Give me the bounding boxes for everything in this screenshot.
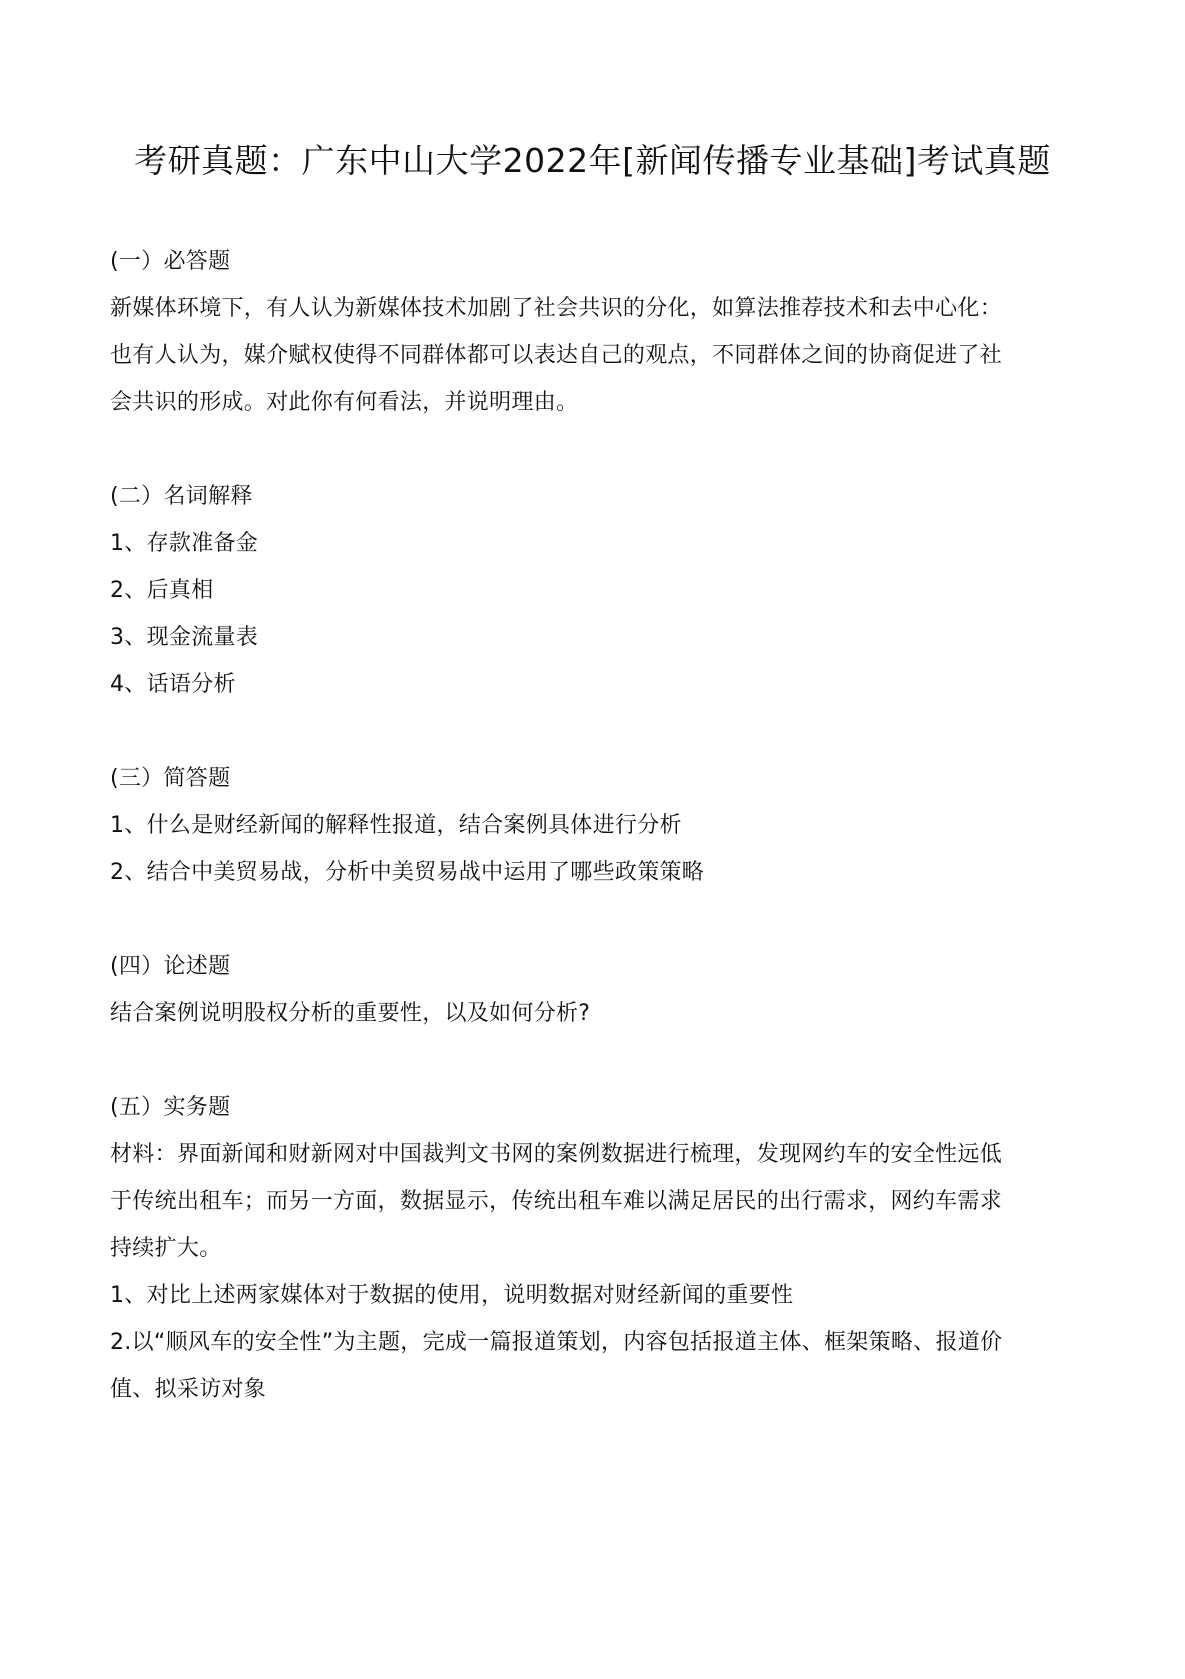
section1-line-1: 新媒体环境下，有人认为新媒体技术加剧了社会共识的分化，如算法推荐技术和去中心化： <box>110 296 1003 321</box>
section5-question-2-line-1: 2.以“顺风车的安全性”为主题，完成一篇报道策划，内容包括报道主体、框架策略、报道价 <box>110 1330 1003 1355</box>
section5-material-line-2: 于传统出租车；而另一方面，数据显示，传统出租车难以满足居民的出行需求，网约车需求 <box>110 1189 1003 1214</box>
section2-heading: (二）名词解释 <box>110 484 253 509</box>
section2-item-3: 3、现金流量表 <box>110 625 259 650</box>
section4-heading: (四）论述题 <box>110 954 231 979</box>
section1-line-2: 也有人认为，媒介赋权使得不同群体都可以表达自己的观点，不同群体之间的协商促进了社 <box>110 343 1003 368</box>
section2-item-2: 2、后真相 <box>110 578 214 603</box>
section3-item-1: 1、什么是财经新闻的解释性报道，结合案例具体进行分析 <box>110 813 682 838</box>
section1-line-3: 会共识的形成。对此你有何看法，并说明理由。 <box>110 390 579 415</box>
section3-heading: (三）简答题 <box>110 766 231 791</box>
section5-question-1: 1、对比上述两家媒体对于数据的使用，说明数据对财经新闻的重要性 <box>110 1283 794 1308</box>
section1-heading: (一）必答题 <box>110 249 231 274</box>
section5-material-line-3: 持续扩大。 <box>110 1236 222 1261</box>
section5-heading: (五）实务题 <box>110 1095 231 1120</box>
section2-item-4: 4、话语分析 <box>110 672 236 697</box>
section3-item-2: 2、结合中美贸易战，分析中美贸易战中运用了哪些政策策略 <box>110 860 705 885</box>
section4-line-1: 结合案例说明股权分析的重要性，以及如何分析? <box>110 1001 591 1026</box>
document-title: 考研真题：广东中山大学2022年[新闻传播专业基础]考试真题 <box>134 141 1051 180</box>
section2-item-1: 1、存款准备金 <box>110 531 259 556</box>
section5-material-line-1: 材料：界面新闻和财新网对中国裁判文书网的案例数据进行梳理，发现网约车的安全性远低 <box>110 1142 1003 1167</box>
section5-question-2-line-2: 值、拟采访对象 <box>110 1377 267 1402</box>
